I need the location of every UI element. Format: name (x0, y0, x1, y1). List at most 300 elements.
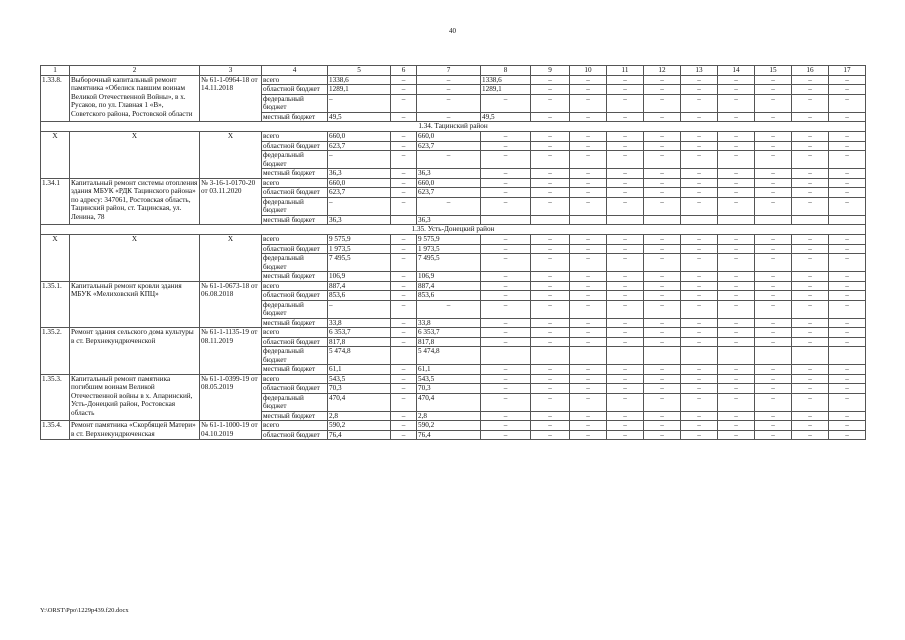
table-cell: – (481, 337, 531, 347)
table-cell: № 61-1-0399-19 от 08.05.2019 (200, 374, 262, 421)
table-cell: – (644, 141, 681, 151)
table-cell: – (391, 393, 417, 411)
table-cell: федеральный бюджет (262, 254, 328, 272)
table-cell: – (570, 169, 607, 179)
table-cell: 14 (718, 66, 755, 76)
table-cell: – (570, 393, 607, 411)
table-cell: – (481, 244, 531, 254)
table-cell: – (755, 411, 792, 421)
table-cell: – (531, 291, 570, 301)
table-cell: – (607, 169, 644, 179)
table-cell: – (391, 365, 417, 375)
table-cell: 660,0 (328, 178, 391, 188)
table-cell: – (829, 421, 866, 431)
table-cell: – (607, 151, 644, 169)
table-cell: – (391, 254, 417, 272)
section-row (41, 225, 866, 235)
table-cell: – (391, 85, 417, 95)
table-cell: 1.34.1 (41, 178, 70, 225)
table-cell: – (417, 112, 481, 122)
table-cell: – (718, 291, 755, 301)
table-cell: – (531, 411, 570, 421)
table-cell: 76,4 (417, 430, 481, 440)
table-cell: – (644, 365, 681, 375)
table-cell: – (792, 328, 829, 338)
table-cell: – (570, 318, 607, 328)
table-cell: 1 973,5 (417, 244, 481, 254)
table-cell: – (718, 421, 755, 431)
table-cell: – (829, 365, 866, 375)
table-cell: – (570, 384, 607, 394)
table-cell: – (607, 132, 644, 142)
table-cell: всего (262, 75, 328, 85)
table-cell: 12 (644, 66, 681, 76)
table-cell: № 3-16-1-0170-20 от 03.11.2020 (200, 178, 262, 225)
table-cell: – (644, 112, 681, 122)
table-cell: 36,3 (417, 215, 481, 225)
table-cell: – (531, 300, 570, 318)
table-cell: – (718, 272, 755, 282)
table-cell: – (829, 151, 866, 169)
table-cell: – (481, 318, 531, 328)
table-cell: 853,6 (417, 291, 481, 301)
table-cell: – (644, 374, 681, 384)
table-cell: 106,9 (417, 272, 481, 282)
table-cell: 470,4 (417, 393, 481, 411)
table-cell: – (391, 151, 417, 169)
table-cell: 9 575,9 (328, 235, 391, 245)
table-cell: Капитальный ремонт системы отопления здания МБУК «РДК Тацинского района» по адресу: 347061, Ростовская область, Тацинский район, ст. Тацинская, ул. Ленина, 78 (70, 178, 200, 225)
table-cell: – (718, 365, 755, 375)
table-cell: Выборочный капитальный ремонт памятника «Обелиск павшим воинам Великой Отечественной Войны», в х. Русаков, по ул. Главная 1 «В», Советского района, Ростовской области (70, 75, 200, 122)
table-cell: – (681, 178, 718, 188)
table-cell: – (718, 188, 755, 198)
table-cell: – (644, 244, 681, 254)
table-cell: федеральный бюджет (262, 197, 328, 215)
table-cell: местный бюджет (262, 365, 328, 375)
table-cell: областной бюджет (262, 291, 328, 301)
table-cell: – (718, 337, 755, 347)
table-cell: – (531, 178, 570, 188)
table-cell: – (792, 272, 829, 282)
table-cell: – (570, 281, 607, 291)
table-cell: – (391, 318, 417, 328)
table-cell: – (755, 94, 792, 112)
table-cell: – (792, 384, 829, 394)
table-cell: – (607, 384, 644, 394)
table-row (41, 281, 866, 291)
table-cell: областной бюджет (262, 188, 328, 198)
table-cell: Капитальный ремонт кровли здания МБУК «Мелиховский КПЦ» (70, 281, 200, 328)
table-cell: – (644, 169, 681, 179)
table-cell: местный бюджет (262, 169, 328, 179)
table-cell: – (829, 337, 866, 347)
table-cell (792, 347, 829, 365)
table-cell: – (328, 197, 391, 215)
table-cell (681, 215, 718, 225)
table-cell: – (570, 328, 607, 338)
table-cell: – (644, 151, 681, 169)
table-cell: 817,8 (417, 337, 481, 347)
table-cell: – (829, 75, 866, 85)
table-cell: – (417, 151, 481, 169)
table-cell: 2 (70, 66, 200, 76)
table-cell: – (829, 188, 866, 198)
table-cell: 70,3 (328, 384, 391, 394)
table-cell (391, 347, 417, 365)
table-cell: – (681, 85, 718, 95)
table-cell: – (644, 337, 681, 347)
table-cell: – (718, 178, 755, 188)
table-cell: 1289,1 (481, 85, 531, 95)
table-cell: 623,7 (328, 188, 391, 198)
table-cell: 15 (755, 66, 792, 76)
table-cell: – (328, 94, 391, 112)
table-cell: всего (262, 281, 328, 291)
table-cell: Капитальный ремонт памятника погибшим воинам Великой Отечественной войны в х. Апаринский, Усть-Донецкий район, Ростовская область (70, 374, 200, 421)
table-cell: – (391, 169, 417, 179)
table-cell: – (570, 235, 607, 245)
table-cell: – (481, 197, 531, 215)
table-cell: – (644, 235, 681, 245)
table-cell (531, 347, 570, 365)
table-cell: – (417, 85, 481, 95)
file-path-footer: Y:\ORST\Ppo\1229p439.f20.docx (40, 607, 129, 614)
table-cell: – (481, 254, 531, 272)
table-cell: 3 (200, 66, 262, 76)
table-cell (718, 215, 755, 225)
table-cell: – (718, 384, 755, 394)
table-cell: 33,8 (417, 318, 481, 328)
table-cell: – (607, 430, 644, 440)
table-cell: – (481, 365, 531, 375)
table-cell (644, 215, 681, 225)
table-cell: – (391, 337, 417, 347)
table-cell: – (829, 85, 866, 95)
table-cell: – (644, 197, 681, 215)
table-cell: – (481, 94, 531, 112)
table-cell: Х (70, 132, 200, 179)
table-cell: – (681, 430, 718, 440)
table-cell: – (391, 75, 417, 85)
table-cell: – (607, 300, 644, 318)
table-cell: – (607, 94, 644, 112)
table-cell: – (531, 272, 570, 282)
table-cell: 1.35.3. (41, 374, 70, 421)
table-cell: – (755, 197, 792, 215)
table-cell: 590,2 (328, 421, 391, 431)
table-cell: – (644, 421, 681, 431)
table-cell: – (718, 112, 755, 122)
table-cell: – (792, 112, 829, 122)
table-cell: 36,3 (417, 169, 481, 179)
table-cell: – (481, 169, 531, 179)
table-cell: 7 495,5 (328, 254, 391, 272)
table-cell: – (755, 151, 792, 169)
table-cell: местный бюджет (262, 272, 328, 282)
table-cell: – (531, 421, 570, 431)
table-cell: – (792, 178, 829, 188)
table-cell: – (391, 178, 417, 188)
table-cell: 4 (262, 66, 328, 76)
table-cell: – (792, 254, 829, 272)
table-cell: – (391, 244, 417, 254)
table-cell (607, 215, 644, 225)
table-cell: – (755, 141, 792, 151)
table-cell: – (792, 169, 829, 179)
table-cell: 106,9 (328, 272, 391, 282)
table-cell: – (391, 291, 417, 301)
table-cell: – (481, 421, 531, 431)
table-cell: – (755, 85, 792, 95)
table-cell: 623,7 (417, 188, 481, 198)
table-cell: – (718, 235, 755, 245)
table-cell (607, 347, 644, 365)
table-cell: – (607, 393, 644, 411)
table-cell: – (718, 197, 755, 215)
table-cell: – (607, 272, 644, 282)
table-cell: 470,4 (328, 393, 391, 411)
table-cell: – (644, 132, 681, 142)
table-cell: – (681, 300, 718, 318)
table-cell: – (391, 374, 417, 384)
table-cell: – (755, 384, 792, 394)
table-cell: – (755, 244, 792, 254)
table-cell: – (829, 197, 866, 215)
table-cell: – (607, 281, 644, 291)
table-cell: 17 (829, 66, 866, 76)
table-cell: федеральный бюджет (262, 393, 328, 411)
table-cell: Ремонт здания сельского дома культуры в ст. Верхнекундрюченской (70, 328, 200, 375)
table-cell: – (792, 365, 829, 375)
table-cell: – (391, 411, 417, 421)
table-cell: – (829, 112, 866, 122)
table-cell: – (681, 188, 718, 198)
table-cell: 887,4 (417, 281, 481, 291)
table-cell: – (570, 374, 607, 384)
table-cell: – (681, 281, 718, 291)
table-cell: 817,8 (328, 337, 391, 347)
table-cell: 6 353,7 (417, 328, 481, 338)
table-cell: – (718, 411, 755, 421)
table-cell: – (481, 151, 531, 169)
table-cell: – (755, 169, 792, 179)
table-cell: – (607, 374, 644, 384)
table-cell: 61,1 (328, 365, 391, 375)
table-cell: – (792, 75, 829, 85)
table-cell: – (570, 85, 607, 95)
table-cell: – (829, 328, 866, 338)
table-cell: – (644, 254, 681, 272)
table-cell: 9 575,9 (417, 235, 481, 245)
table-cell: – (755, 300, 792, 318)
table-cell: 36,3 (328, 215, 391, 225)
table-cell: – (681, 197, 718, 215)
table-cell: 1289,1 (328, 85, 391, 95)
table-cell: – (481, 411, 531, 421)
table-cell (718, 347, 755, 365)
table-cell: – (681, 169, 718, 179)
table-cell: № 61-1-0673-18 от 06.08.2018 (200, 281, 262, 328)
table-cell: – (328, 151, 391, 169)
table-cell: 1.33.8. (41, 75, 70, 122)
table-cell: – (531, 141, 570, 151)
table-cell: – (607, 141, 644, 151)
table-cell: – (755, 430, 792, 440)
table-cell: – (755, 365, 792, 375)
table-cell: – (718, 75, 755, 85)
table-cell: – (681, 291, 718, 301)
table-cell: – (718, 141, 755, 151)
table-cell: – (829, 178, 866, 188)
table-cell: – (829, 235, 866, 245)
table-cell: – (607, 411, 644, 421)
table-cell: – (481, 178, 531, 188)
table-cell: – (531, 197, 570, 215)
table-cell: – (829, 244, 866, 254)
table-cell: – (570, 300, 607, 318)
table-cell: – (607, 188, 644, 198)
table-cell (391, 215, 417, 225)
table-cell: – (391, 421, 417, 431)
table-cell: – (829, 430, 866, 440)
table-cell (531, 215, 570, 225)
table-body (41, 66, 866, 440)
table-cell: – (607, 421, 644, 431)
table-cell: 16 (792, 66, 829, 76)
table-cell: – (570, 337, 607, 347)
table-cell: № 61-1-1000-19 от 04.10.2019 (200, 421, 262, 440)
table-cell (755, 347, 792, 365)
table-cell: – (829, 374, 866, 384)
table-cell: – (718, 85, 755, 95)
table-cell: – (718, 94, 755, 112)
table-cell: – (792, 132, 829, 142)
section-row (41, 122, 866, 132)
table-cell: – (607, 112, 644, 122)
table-cell: – (570, 254, 607, 272)
table-cell: 9 (531, 66, 570, 76)
table-cell: 10 (570, 66, 607, 76)
table-cell: – (570, 421, 607, 431)
table-cell: – (792, 197, 829, 215)
table-cell: федеральный бюджет (262, 151, 328, 169)
table-cell: – (607, 178, 644, 188)
table-cell: – (644, 411, 681, 421)
table-cell: – (531, 75, 570, 85)
page-number: 40 (449, 27, 456, 35)
table-cell: – (391, 112, 417, 122)
table-cell: – (481, 272, 531, 282)
table-cell: – (481, 374, 531, 384)
table-cell: – (829, 300, 866, 318)
table-cell: – (644, 291, 681, 301)
table-cell: 33,8 (328, 318, 391, 328)
table-cell: 7 495,5 (417, 254, 481, 272)
table-cell: – (829, 411, 866, 421)
table-cell (481, 347, 531, 365)
table-cell: – (570, 411, 607, 421)
table-cell: 5 474,8 (417, 347, 481, 365)
table-cell: – (391, 281, 417, 291)
table-cell: – (718, 151, 755, 169)
table-cell: – (417, 197, 481, 215)
table-cell: – (481, 430, 531, 440)
table-cell: 660,0 (417, 132, 481, 142)
table-cell: – (792, 374, 829, 384)
table-cell: – (531, 337, 570, 347)
table-cell: – (681, 337, 718, 347)
table-cell: 2,8 (328, 411, 391, 421)
table-cell: – (644, 328, 681, 338)
table-cell: местный бюджет (262, 112, 328, 122)
table-cell: – (531, 281, 570, 291)
table-cell: – (755, 318, 792, 328)
table-cell: – (570, 151, 607, 169)
table-cell: 49,5 (328, 112, 391, 122)
table-cell: федеральный бюджет (262, 300, 328, 318)
table-cell: – (792, 244, 829, 254)
table-cell: – (792, 94, 829, 112)
table-cell: – (328, 300, 391, 318)
table-cell: – (792, 85, 829, 95)
table-cell: – (481, 141, 531, 151)
table-cell: – (681, 141, 718, 151)
table-cell: – (755, 178, 792, 188)
table-cell: – (570, 178, 607, 188)
table-cell: – (570, 291, 607, 301)
table-cell: – (481, 393, 531, 411)
table-cell: – (681, 94, 718, 112)
table-cell: – (607, 235, 644, 245)
table-cell: федеральный бюджет (262, 94, 328, 112)
table-cell: 1.35. Усть-Донецкий район (41, 225, 866, 235)
table-cell: – (391, 272, 417, 282)
table-cell: 543,5 (417, 374, 481, 384)
table-cell: 1.35.1. (41, 281, 70, 328)
table-cell: 49,5 (481, 112, 531, 122)
table-cell: местный бюджет (262, 215, 328, 225)
table-cell: – (570, 75, 607, 85)
table-cell: 853,6 (328, 291, 391, 301)
table-cell: – (681, 328, 718, 338)
table-row (41, 132, 866, 142)
table-cell: 7 (417, 66, 481, 76)
table-cell: – (718, 132, 755, 142)
table-cell: – (755, 393, 792, 411)
table-cell (644, 347, 681, 365)
table-cell: – (644, 318, 681, 328)
table-cell: – (681, 374, 718, 384)
table-cell: – (391, 235, 417, 245)
table-cell: – (644, 393, 681, 411)
table-cell: Х (41, 235, 70, 282)
table-cell: – (681, 318, 718, 328)
table-cell: – (531, 188, 570, 198)
table-cell (829, 347, 866, 365)
table-cell: 61,1 (417, 365, 481, 375)
table-cell: – (570, 430, 607, 440)
table-cell: 887,4 (328, 281, 391, 291)
table-cell: – (531, 151, 570, 169)
table-cell: – (644, 94, 681, 112)
table-cell: – (481, 132, 531, 142)
table-cell: – (755, 75, 792, 85)
table-cell: 5 474,8 (328, 347, 391, 365)
table-cell: – (481, 281, 531, 291)
table-cell: – (718, 281, 755, 291)
table-cell: – (607, 85, 644, 95)
